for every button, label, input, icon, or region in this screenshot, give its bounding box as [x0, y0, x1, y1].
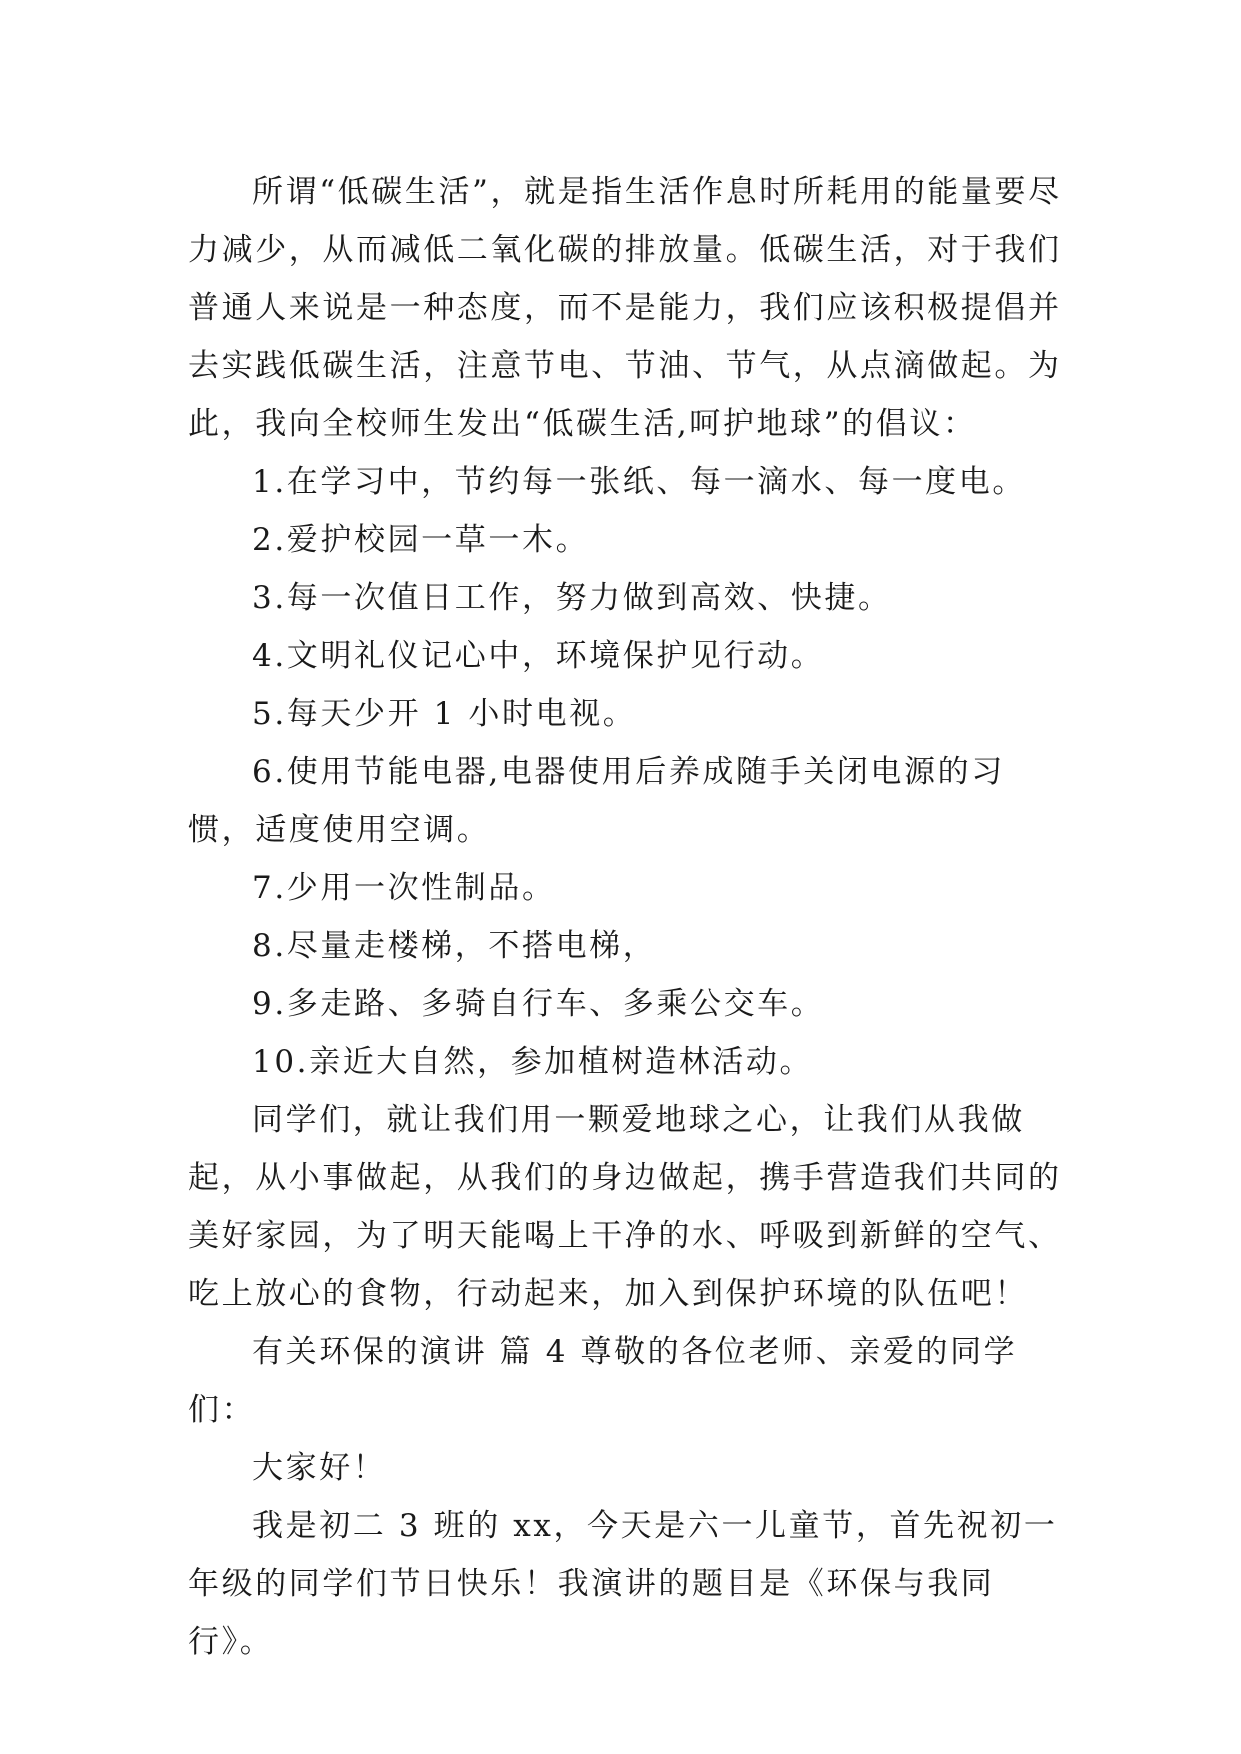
greeting: 大家好！: [252, 1450, 387, 1486]
list-item-8: 8.尽量走楼梯，不搭电梯，: [252, 928, 657, 964]
list-item-2: 2.爱护校园一草一木。: [252, 522, 590, 558]
list-item-9: 9.多走路、多骑自行车、多乘公交车。: [252, 986, 825, 1022]
list-item-6: 6.使用节能电器,电器使用后养成随手关闭电源的习惯，适度使用空调。: [188, 754, 1005, 848]
list-item-4: 4.文明礼仪记心中，环境保护见行动。: [252, 638, 825, 674]
speech-heading: 有关环保的演讲 篇 4 尊敬的各位老师、亲爱的同学们：: [188, 1334, 1018, 1428]
list-item-1: 1.在学习中，节约每一张纸、每一滴水、每一度电。: [252, 464, 1026, 500]
paragraph-low-carbon-intro: 所谓“低碳生活”，就是指生活作息时所耗用的能量要尽力减少，从而减低二氧化碳的排放量。低碳生活，对于我们普通人来说是一种态度，而不是能力，我们应该积极提倡并去实践低碳生活，注意节电、节油、节气，从点滴做起。为此，我向全校师生发出“低碳生活,呵护地球”的倡议：: [188, 174, 1062, 442]
document-body: [188, 163, 1068, 1671]
list-item-3: 3.每一次值日工作，努力做到高效、快捷。: [252, 580, 892, 616]
list-item-10: 10.亲近大自然，参加植树造林活动。: [252, 1044, 814, 1080]
list-item-5: 5.每天少开 1 小时电视。: [252, 696, 637, 732]
paragraph-speech-intro: 我是初二 3 班的 xx，今天是六一儿童节，首先祝初一年级的同学们节日快乐！我演讲的题目是《环保与我同行》。: [188, 1508, 1058, 1660]
list-item-7: 7.少用一次性制品。: [252, 870, 556, 906]
paragraph-call-to-action: 同学们，就让我们用一颗爱地球之心，让我们从我做起，从小事做起，从我们的身边做起，携手营造我们共同的美好家园，为了明天能喝上干净的水、呼吸到新鲜的空气、吃上放心的食物，行动起来，加入到保护环境的队伍吧！: [188, 1102, 1062, 1312]
